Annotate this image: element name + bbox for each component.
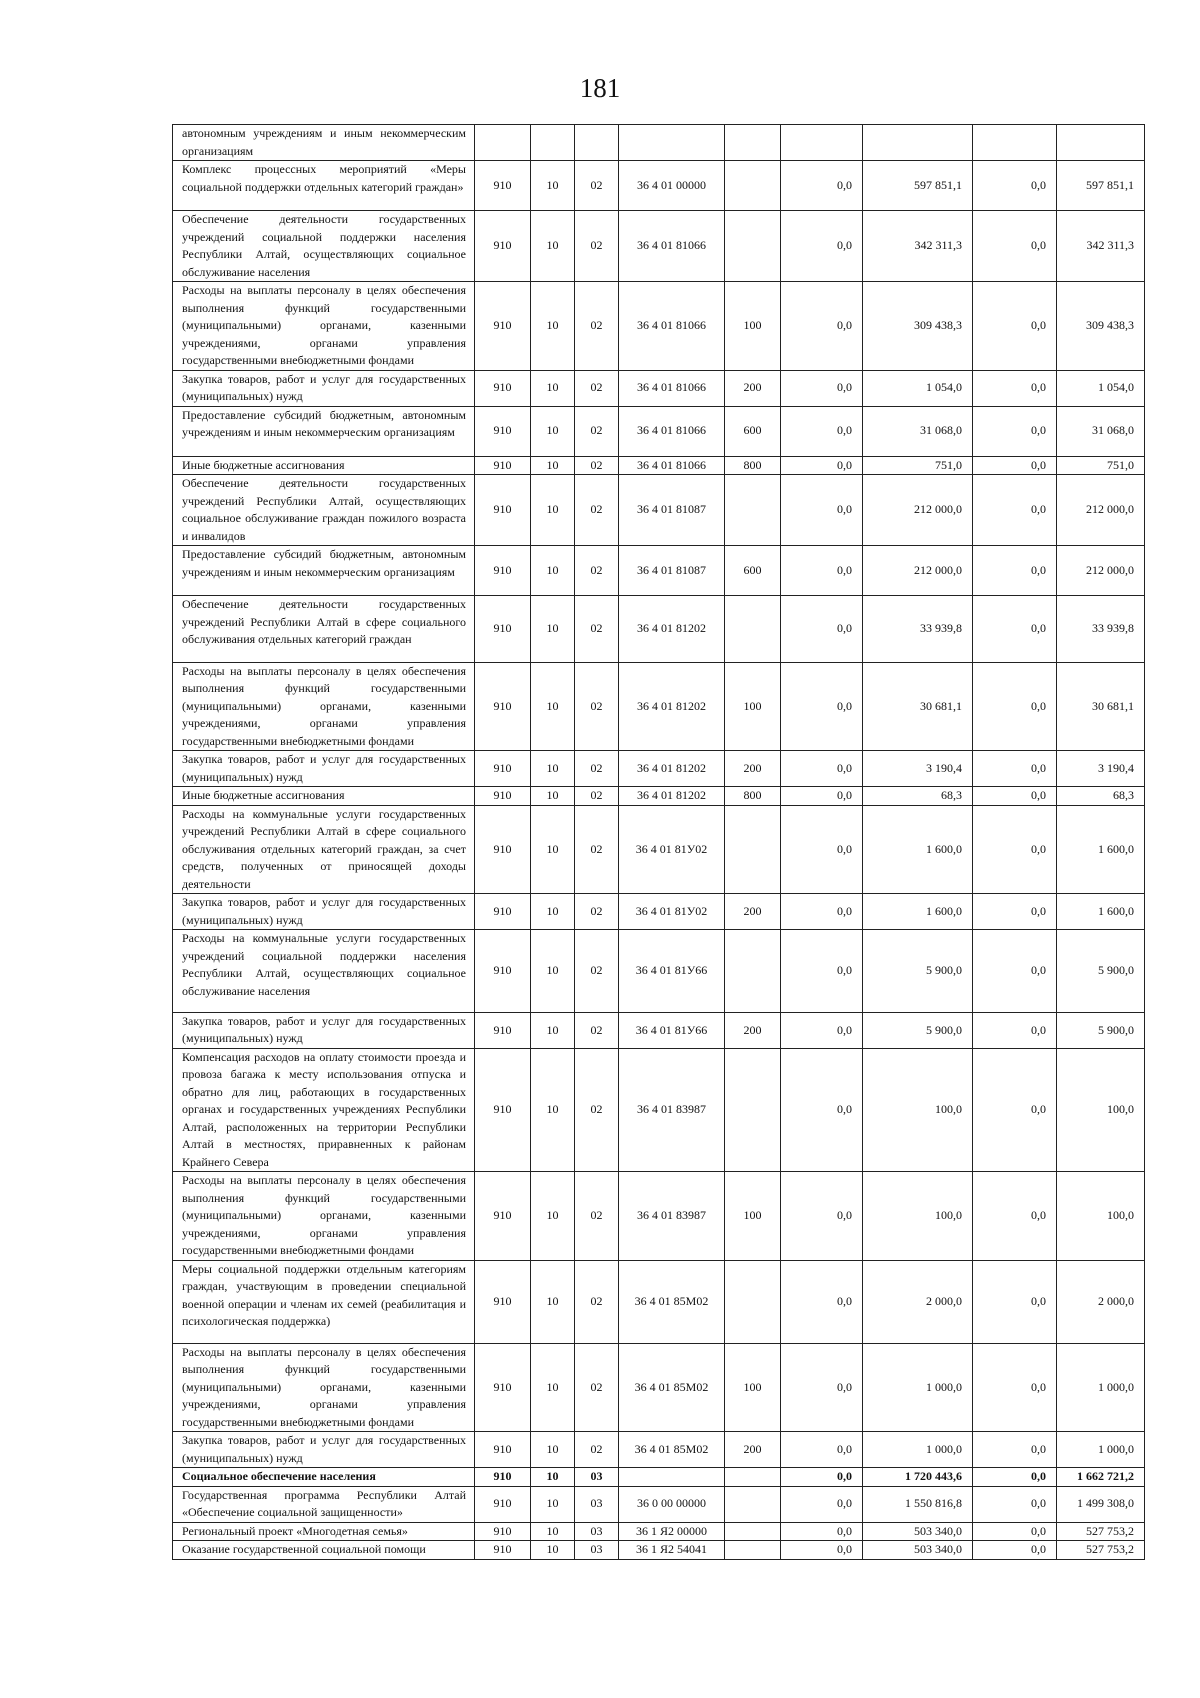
amount-cell: 0,0 [781,475,863,546]
amount-cell: 0,0 [781,894,863,930]
expense-type-cell: 600 [725,406,781,456]
section-code-cell: 10 [531,475,575,546]
amount-cell: 1 550 816,8 [863,1486,973,1522]
amount-cell: 0,0 [973,1486,1057,1522]
table-row [173,1468,1145,1487]
target-article-cell: 36 4 01 81У66 [619,1012,725,1048]
amount-cell: 0,0 [973,1172,1057,1261]
expense-name-cell: Закупка товаров, работ и услуг для государственных (муниципальных) нужд [173,1012,475,1048]
amount-cell: 0,0 [781,456,863,475]
expense-name-cell: Расходы на выплаты персоналу в целях обеспечения выполнения функций государственными (муниципальными) органами, казенными учреждениями, органами управления государственными внебюджетными фондами [173,1343,475,1432]
amount-cell: 527 753,2 [1057,1522,1145,1541]
expense-type-cell [725,596,781,662]
target-article-cell: 36 4 01 85М02 [619,1260,725,1343]
table-row [173,805,1145,894]
section-code-cell: 10 [531,211,575,282]
amount-cell: 0,0 [781,1522,863,1541]
section-code-cell: 10 [531,1522,575,1541]
amount-cell: 0,0 [973,1260,1057,1343]
amount-cell: 2 000,0 [1057,1260,1145,1343]
amount-cell [973,125,1057,161]
amount-cell: 0,0 [781,1541,863,1560]
admin-code-cell: 910 [475,1048,531,1172]
amount-cell: 0,0 [781,370,863,406]
amount-cell: 0,0 [973,282,1057,371]
amount-cell: 3 190,4 [863,751,973,787]
amount-cell: 0,0 [781,930,863,1013]
amount-cell: 33 939,8 [863,596,973,662]
expense-type-cell [725,1468,781,1487]
amount-cell: 503 340,0 [863,1522,973,1541]
admin-code-cell: 910 [475,1343,531,1432]
subsection-code-cell: 02 [575,1343,619,1432]
table-row [173,211,1145,282]
expense-type-cell [725,1522,781,1541]
target-article-cell: 36 4 01 81066 [619,456,725,475]
subsection-code-cell: 02 [575,1012,619,1048]
table-row [173,1486,1145,1522]
expense-name-cell: Закупка товаров, работ и услуг для государственных (муниципальных) нужд [173,751,475,787]
amount-cell: 0,0 [781,1172,863,1261]
admin-code-cell: 910 [475,751,531,787]
expense-type-cell: 800 [725,787,781,806]
expense-type-cell [725,1048,781,1172]
subsection-code-cell: 02 [575,406,619,456]
amount-cell: 1 000,0 [863,1432,973,1468]
amount-cell: 0,0 [973,406,1057,456]
target-article-cell: 36 4 01 81У02 [619,805,725,894]
target-article-cell: 36 4 01 81202 [619,596,725,662]
subsection-code-cell: 02 [575,475,619,546]
admin-code-cell: 910 [475,1432,531,1468]
target-article-cell: 36 4 01 81202 [619,662,725,751]
target-article-cell: 36 4 01 81087 [619,546,725,596]
amount-cell: 0,0 [973,211,1057,282]
amount-cell: 5 900,0 [1057,930,1145,1013]
target-article-cell: 36 4 01 81У66 [619,930,725,1013]
amount-cell: 100,0 [1057,1172,1145,1261]
target-article-cell: 36 4 01 85М02 [619,1343,725,1432]
amount-cell: 1 720 443,6 [863,1468,973,1487]
amount-cell: 5 900,0 [863,1012,973,1048]
section-code-cell: 10 [531,1012,575,1048]
section-code-cell: 10 [531,805,575,894]
table-row [173,751,1145,787]
subsection-code-cell: 03 [575,1468,619,1487]
subsection-code-cell: 02 [575,282,619,371]
amount-cell: 309 438,3 [863,282,973,371]
expense-type-cell: 200 [725,1012,781,1048]
expense-type-cell: 200 [725,1432,781,1468]
expense-name-cell: Иные бюджетные ассигнования [173,787,475,806]
expense-type-cell: 100 [725,662,781,751]
table-row [173,282,1145,371]
section-code-cell: 10 [531,1343,575,1432]
amount-cell: 0,0 [781,787,863,806]
expense-name-cell: Предоставление субсидий бюджетным, автономным учреждениям и иным некоммерческим организациям [173,406,475,456]
admin-code-cell: 910 [475,1172,531,1261]
section-code-cell: 10 [531,1260,575,1343]
admin-code-cell: 910 [475,475,531,546]
expense-type-cell [725,805,781,894]
amount-cell: 0,0 [781,1012,863,1048]
amount-cell: 0,0 [973,930,1057,1013]
subsection-code-cell: 02 [575,370,619,406]
section-code-cell: 10 [531,662,575,751]
subsection-code-cell: 02 [575,546,619,596]
amount-cell [863,125,973,161]
expense-name-cell: Расходы на коммунальные услуги государственных учреждений социальной поддержки населения Республики Алтай, осуществляющих социальное обслуживание населения [173,930,475,1013]
table-row [173,1432,1145,1468]
table-body [173,125,1145,1560]
amount-cell: 1 499 308,0 [1057,1486,1145,1522]
amount-cell: 100,0 [863,1172,973,1261]
amount-cell: 30 681,1 [1057,662,1145,751]
subsection-code-cell: 02 [575,1260,619,1343]
table-row [173,1048,1145,1172]
amount-cell: 597 851,1 [863,161,973,211]
subsection-code-cell: 02 [575,211,619,282]
table-row [173,1172,1145,1261]
amount-cell: 1 000,0 [1057,1432,1145,1468]
admin-code-cell: 910 [475,1468,531,1487]
amount-cell: 0,0 [973,1012,1057,1048]
amount-cell: 0,0 [973,805,1057,894]
expense-name-cell: Расходы на коммунальные услуги государственных учреждений Республики Алтай в сфере социального обслуживания отдельных категорий граждан, за счет средств, полученных от приносящей доходы деятельности [173,805,475,894]
admin-code-cell: 910 [475,596,531,662]
admin-code-cell: 910 [475,894,531,930]
expense-type-cell [725,1541,781,1560]
expense-name-cell: Компенсация расходов на оплату стоимости проезда и провоза багажа к месту использования отпуска и обратно для лиц, работающих в государственных органах и государственных учреждениях Республики Алтай, расположенных на территории Республики Алтай в местностях, приравненных к районам Крайнего Севера [173,1048,475,1172]
target-article-cell: 36 4 01 81066 [619,211,725,282]
subsection-code-cell: 03 [575,1541,619,1560]
expense-name-cell: Меры социальной поддержки отдельным категориям граждан, участвующим в проведении специальной военной операции и членам их семей (реабилитация и психологическая поддержка) [173,1260,475,1343]
expense-name-cell: Обеспечение деятельности государственных учреждений социальной поддержки населения Республики Алтай, осуществляющих социальное обслуживание населения [173,211,475,282]
admin-code-cell: 910 [475,161,531,211]
expense-type-cell: 600 [725,546,781,596]
target-article-cell: 36 4 01 83987 [619,1172,725,1261]
section-code-cell: 10 [531,751,575,787]
table-row [173,596,1145,662]
expense-type-cell [725,1260,781,1343]
amount-cell: 0,0 [781,596,863,662]
section-code-cell [531,125,575,161]
table-row [173,406,1145,456]
section-code-cell: 10 [531,456,575,475]
amount-cell: 68,3 [863,787,973,806]
amount-cell: 527 753,2 [1057,1541,1145,1560]
target-article-cell [619,125,725,161]
admin-code-cell [475,125,531,161]
expense-name-cell: Государственная программа Республики Алтай «Обеспечение социальной защищенности» [173,1486,475,1522]
expense-name-cell: Иные бюджетные ассигнования [173,456,475,475]
amount-cell: 0,0 [781,805,863,894]
amount-cell: 1 662 721,2 [1057,1468,1145,1487]
target-article-cell: 36 4 01 81202 [619,751,725,787]
amount-cell: 0,0 [973,475,1057,546]
amount-cell: 1 600,0 [863,805,973,894]
expense-type-cell: 100 [725,1343,781,1432]
target-article-cell: 36 4 01 81087 [619,475,725,546]
amount-cell: 1 600,0 [863,894,973,930]
expense-name-cell: Обеспечение деятельности государственных учреждений Республики Алтай в сфере социального обслуживания отдельных категорий граждан [173,596,475,662]
amount-cell: 0,0 [781,282,863,371]
amount-cell: 0,0 [973,787,1057,806]
expense-type-cell: 200 [725,751,781,787]
target-article-cell: 36 4 01 81066 [619,282,725,371]
amount-cell: 1 600,0 [1057,894,1145,930]
admin-code-cell: 910 [475,1541,531,1560]
subsection-code-cell: 02 [575,1172,619,1261]
amount-cell: 0,0 [973,1432,1057,1468]
admin-code-cell: 910 [475,406,531,456]
amount-cell: 0,0 [973,596,1057,662]
subsection-code-cell: 03 [575,1486,619,1522]
amount-cell: 0,0 [781,546,863,596]
amount-cell: 309 438,3 [1057,282,1145,371]
table-row [173,125,1145,161]
expense-name-cell: Закупка товаров, работ и услуг для государственных (муниципальных) нужд [173,1432,475,1468]
expense-name-cell: Социальное обеспечение населения [173,1468,475,1487]
amount-cell: 0,0 [781,406,863,456]
amount-cell: 30 681,1 [863,662,973,751]
section-code-cell: 10 [531,1541,575,1560]
target-article-cell: 36 4 01 81202 [619,787,725,806]
admin-code-cell: 910 [475,282,531,371]
section-code-cell: 10 [531,787,575,806]
target-article-cell: 36 1 Я2 00000 [619,1522,725,1541]
target-article-cell: 36 1 Я2 54041 [619,1541,725,1560]
amount-cell: 0,0 [973,1468,1057,1487]
expense-name-cell: Расходы на выплаты персоналу в целях обеспечения выполнения функций государственными (муниципальными) органами, казенными учреждениями, органами управления государственными внебюджетными фондами [173,662,475,751]
amount-cell: 342 311,3 [1057,211,1145,282]
subsection-code-cell: 03 [575,1522,619,1541]
section-code-cell: 10 [531,930,575,1013]
subsection-code-cell: 02 [575,751,619,787]
section-code-cell: 10 [531,370,575,406]
expense-name-cell: Предоставление субсидий бюджетным, автономным учреждениям и иным некоммерческим организациям [173,546,475,596]
amount-cell: 212 000,0 [1057,546,1145,596]
admin-code-cell: 910 [475,662,531,751]
section-code-cell: 10 [531,596,575,662]
admin-code-cell: 910 [475,211,531,282]
table-row [173,1541,1145,1560]
amount-cell [781,125,863,161]
amount-cell: 5 900,0 [1057,1012,1145,1048]
amount-cell: 212 000,0 [863,475,973,546]
amount-cell: 0,0 [973,456,1057,475]
expense-type-cell [725,211,781,282]
section-code-cell: 10 [531,1048,575,1172]
amount-cell: 2 000,0 [863,1260,973,1343]
admin-code-cell: 910 [475,370,531,406]
section-code-cell: 10 [531,1172,575,1261]
amount-cell: 0,0 [973,1343,1057,1432]
amount-cell: 503 340,0 [863,1541,973,1560]
amount-cell: 0,0 [781,211,863,282]
table-row [173,662,1145,751]
table-row [173,1260,1145,1343]
amount-cell: 212 000,0 [1057,475,1145,546]
admin-code-cell: 910 [475,546,531,596]
expense-type-cell [725,475,781,546]
amount-cell: 3 190,4 [1057,751,1145,787]
expense-name-cell: Оказание государственной социальной помощи [173,1541,475,1560]
expense-type-cell [725,125,781,161]
amount-cell: 0,0 [781,161,863,211]
section-code-cell: 10 [531,546,575,596]
section-code-cell: 10 [531,1432,575,1468]
amount-cell [1057,125,1145,161]
table-row [173,475,1145,546]
target-article-cell: 36 4 01 83987 [619,1048,725,1172]
subsection-code-cell: 02 [575,787,619,806]
amount-cell: 0,0 [973,894,1057,930]
amount-cell: 0,0 [973,1541,1057,1560]
section-code-cell: 10 [531,406,575,456]
subsection-code-cell: 02 [575,1048,619,1172]
amount-cell: 100,0 [1057,1048,1145,1172]
admin-code-cell: 910 [475,456,531,475]
amount-cell: 0,0 [973,161,1057,211]
amount-cell: 751,0 [1057,456,1145,475]
amount-cell: 0,0 [973,1522,1057,1541]
amount-cell: 0,0 [781,662,863,751]
section-code-cell: 10 [531,282,575,371]
target-article-cell: 36 4 01 00000 [619,161,725,211]
expense-name-cell: Расходы на выплаты персоналу в целях обеспечения выполнения функций государственными (муниципальными) органами, казенными учреждениями, органами управления государственными внебюджетными фондами [173,282,475,371]
admin-code-cell: 910 [475,1260,531,1343]
amount-cell: 0,0 [781,1343,863,1432]
section-code-cell: 10 [531,1486,575,1522]
amount-cell: 0,0 [781,1486,863,1522]
amount-cell: 1 054,0 [863,370,973,406]
amount-cell: 212 000,0 [863,546,973,596]
expense-type-cell [725,161,781,211]
subsection-code-cell: 02 [575,456,619,475]
expense-type-cell [725,1486,781,1522]
subsection-code-cell: 02 [575,596,619,662]
amount-cell: 0,0 [973,751,1057,787]
target-article-cell: 36 0 00 00000 [619,1486,725,1522]
table-row [173,787,1145,806]
amount-cell: 0,0 [973,546,1057,596]
amount-cell: 0,0 [781,1260,863,1343]
amount-cell: 1 000,0 [863,1343,973,1432]
amount-cell: 751,0 [863,456,973,475]
expense-name-cell: Расходы на выплаты персоналу в целях обеспечения выполнения функций государственными (муниципальными) органами, казенными учреждениями, органами управления государственными внебюджетными фондами [173,1172,475,1261]
amount-cell: 597 851,1 [1057,161,1145,211]
section-code-cell: 10 [531,894,575,930]
target-article-cell: 36 4 01 81У02 [619,894,725,930]
amount-cell: 1 000,0 [1057,1343,1145,1432]
table-row [173,1343,1145,1432]
target-article-cell [619,1468,725,1487]
amount-cell: 5 900,0 [863,930,973,1013]
admin-code-cell: 910 [475,787,531,806]
amount-cell: 0,0 [973,662,1057,751]
expense-type-cell: 800 [725,456,781,475]
amount-cell: 0,0 [781,1468,863,1487]
amount-cell: 342 311,3 [863,211,973,282]
admin-code-cell: 910 [475,1012,531,1048]
table-row [173,1522,1145,1541]
budget-table [172,124,1145,1560]
expense-name-cell: Закупка товаров, работ и услуг для государственных (муниципальных) нужд [173,894,475,930]
admin-code-cell: 910 [475,805,531,894]
table-row [173,1012,1145,1048]
amount-cell: 100,0 [863,1048,973,1172]
admin-code-cell: 910 [475,930,531,1013]
amount-cell: 33 939,8 [1057,596,1145,662]
expense-type-cell: 200 [725,894,781,930]
expense-type-cell: 200 [725,370,781,406]
target-article-cell: 36 4 01 85М02 [619,1432,725,1468]
amount-cell: 0,0 [973,370,1057,406]
amount-cell: 68,3 [1057,787,1145,806]
expense-type-cell: 100 [725,1172,781,1261]
amount-cell: 0,0 [781,1048,863,1172]
table-row [173,456,1145,475]
table-row [173,370,1145,406]
subsection-code-cell: 02 [575,805,619,894]
expense-name-cell: Региональный проект «Многодетная семья» [173,1522,475,1541]
subsection-code-cell: 02 [575,161,619,211]
expense-name-cell: Закупка товаров, работ и услуг для государственных (муниципальных) нужд [173,370,475,406]
subsection-code-cell: 02 [575,894,619,930]
subsection-code-cell: 02 [575,1432,619,1468]
amount-cell: 31 068,0 [863,406,973,456]
table-row [173,930,1145,1013]
table-row [173,894,1145,930]
section-code-cell: 10 [531,1468,575,1487]
expense-name-cell: автономным учреждениям и иным некоммерческим организациям [173,125,475,161]
target-article-cell: 36 4 01 81066 [619,370,725,406]
expense-type-cell: 100 [725,282,781,371]
amount-cell: 31 068,0 [1057,406,1145,456]
subsection-code-cell: 02 [575,930,619,1013]
target-article-cell: 36 4 01 81066 [619,406,725,456]
table-row [173,546,1145,596]
expense-type-cell [725,930,781,1013]
amount-cell: 1 600,0 [1057,805,1145,894]
table-row [173,161,1145,211]
amount-cell: 0,0 [781,751,863,787]
amount-cell: 1 054,0 [1057,370,1145,406]
amount-cell: 0,0 [973,1048,1057,1172]
amount-cell: 0,0 [781,1432,863,1468]
section-code-cell: 10 [531,161,575,211]
subsection-code-cell [575,125,619,161]
subsection-code-cell: 02 [575,662,619,751]
admin-code-cell: 910 [475,1522,531,1541]
expense-name-cell: Комплекс процессных мероприятий «Меры социальной поддержки отдельных категорий граждан» [173,161,475,211]
page-number: 181 [579,73,621,103]
admin-code-cell: 910 [475,1486,531,1522]
expense-name-cell: Обеспечение деятельности государственных учреждений Республики Алтай, осуществляющих социальное обслуживание граждан пожилого возраста и инвалидов [173,475,475,546]
